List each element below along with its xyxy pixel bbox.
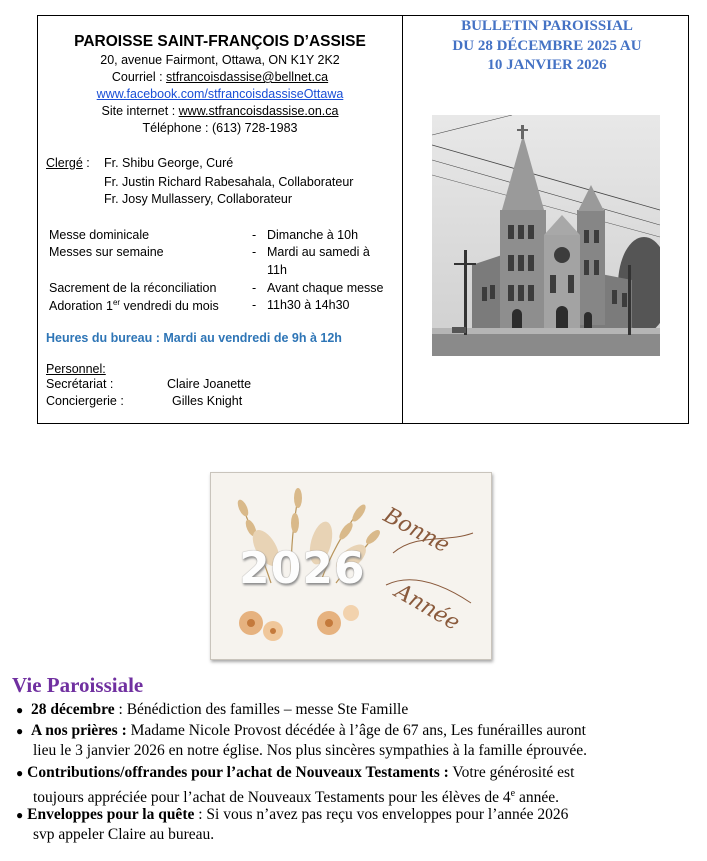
bullet-icon: ● <box>16 724 24 738</box>
schedule-label: Messe dominicale <box>49 228 150 242</box>
list-item-cont-rest: année. <box>515 789 560 807</box>
adoration-label: Adoration 1 <box>49 299 113 314</box>
bullet-icon: ● <box>16 808 24 822</box>
clergy-colon: : <box>82 156 90 170</box>
list-item-cont: svp appeler Claire au bureau. <box>33 826 215 843</box>
adoration-sup: er <box>112 298 121 307</box>
personnel-name: Gilles Knight <box>172 394 243 408</box>
office-hours: Heures du bureau : Mardi au vendredi de 9h à 12h <box>46 331 342 345</box>
year-2026: 2026 <box>239 543 366 594</box>
schedule-dash: - <box>252 298 257 312</box>
email-label: Courriel : <box>111 70 167 84</box>
facebook-link[interactable]: www.facebook.com/stfrancoisdassiseOttawa <box>96 87 344 101</box>
church-photo <box>432 115 660 356</box>
parish-address: 20, avenue Fairmont, Ottawa, ON K1Y 2K2 <box>100 53 340 67</box>
ordinal-sup: e <box>510 788 516 799</box>
list-item <box>16 721 586 741</box>
bullet-bold: 28 décembre <box>31 701 115 718</box>
clergy-member: Fr. Justin Richard Rabesahala, Collaborateur <box>104 175 354 189</box>
phone-line: Téléphone : (613) 728-1983 <box>142 121 298 135</box>
bullet-text: : Si vous n’avez pas reçu vos enveloppes pour l’année 2026 <box>194 806 569 823</box>
list-item <box>16 700 408 720</box>
schedule-value: Dimanche à 10h <box>267 228 359 242</box>
schedule-label: Messes sur semaine <box>49 245 164 259</box>
bullet-icon: ● <box>16 703 24 717</box>
personnel-name: Claire Joanette <box>167 377 252 391</box>
schedule-dash: - <box>252 245 257 259</box>
schedule-value: 11h30 à 14h30 <box>267 298 350 312</box>
bullet-bold: A nos prières : <box>31 722 127 739</box>
schedule-value-cont: 11h <box>267 263 287 277</box>
bullet-text: : Bénédiction des familles – messe Ste Famille <box>114 701 409 718</box>
list-item <box>16 763 574 783</box>
website-link[interactable]: www.stfrancoisdassise.on.ca <box>178 104 339 118</box>
clergy-label: Clergé <box>46 156 83 170</box>
schedule-value: Mardi au samedi à <box>267 245 370 259</box>
box-divider <box>402 15 403 424</box>
section-title: Vie Paroissiale <box>12 673 144 697</box>
schedule-label-adoration <box>49 298 219 313</box>
personnel-role: Secrétariat : <box>46 377 114 391</box>
personnel-role: Conciergerie : <box>46 394 124 408</box>
website-label: Site internet : <box>101 104 179 118</box>
personnel-heading: Personnel: <box>46 362 106 376</box>
list-item-cont-text: toujours appréciée pour l’achat de Nouveaux Testaments pour les élèves de 4 <box>33 789 511 807</box>
bulletin-title-line1: BULLETIN PAROISSIAL <box>461 18 633 34</box>
bullet-bold: Contributions/offrandes pour l’achat de Nouveaux Testaments : <box>27 764 449 781</box>
schedule-label: Sacrement de la réconciliation <box>49 281 217 295</box>
list-item <box>16 805 568 825</box>
bullet-icon: ● <box>16 766 24 780</box>
parish-name: PAROISSE SAINT-FRANÇOIS D’ASSISE <box>74 33 366 50</box>
list-item-cont: lieu le 3 janvier 2026 en notre église. Nos plus sincères sympathies à la famille éprouvée. <box>33 742 587 759</box>
new-year-card <box>210 472 492 660</box>
schedule-value: Avant chaque messe <box>267 281 384 295</box>
greeting-annee: Année <box>390 579 464 636</box>
greeting-bonne: Bonne <box>379 503 454 559</box>
bulletin-title-line2: DU 28 DÉCEMBRE 2025 AU <box>452 38 642 54</box>
schedule-dash: - <box>252 228 257 242</box>
bullet-text: Votre générosité est <box>448 764 575 781</box>
adoration-rest: vendredi du mois <box>120 299 219 314</box>
clergy-member: Fr. Shibu George, Curé <box>104 156 234 170</box>
bullet-text: Madame Nicole Provost décédée à l’âge de 67 ans, Les funérailles auront <box>126 722 586 739</box>
website-line <box>40 104 400 118</box>
email-line <box>40 70 400 84</box>
clergy-heading <box>46 156 90 170</box>
bulletin-title-line3: 10 JANVIER 2026 <box>487 57 607 73</box>
bullet-bold: Enveloppes pour la quête <box>27 806 195 823</box>
clergy-member: Fr. Josy Mullassery, Collaborateur <box>104 192 293 206</box>
facebook-line <box>40 87 400 101</box>
email-link[interactable]: stfrancoisdassise@bellnet.ca <box>166 70 329 84</box>
schedule-dash: - <box>252 281 257 295</box>
